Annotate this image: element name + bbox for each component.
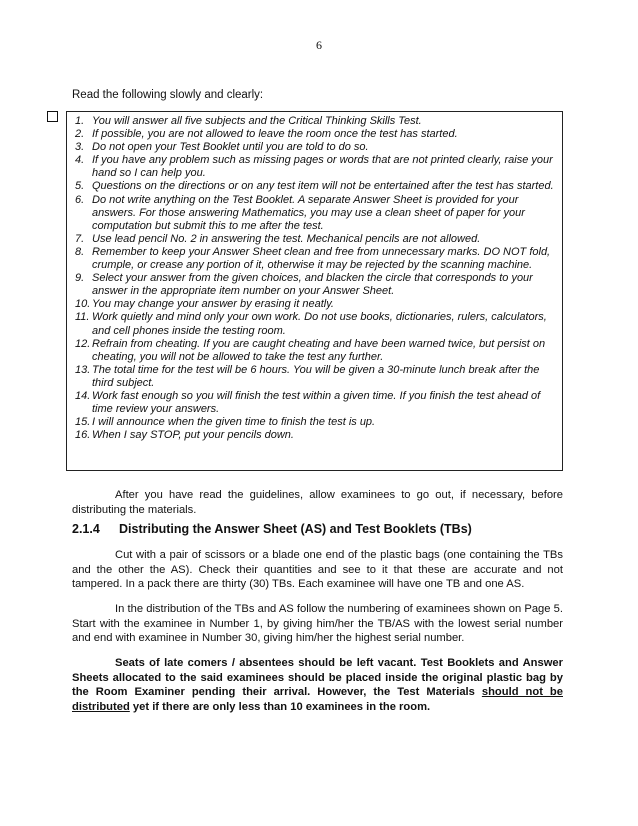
rules-box xyxy=(66,111,563,471)
rule-item xyxy=(75,338,562,364)
rule-item xyxy=(75,416,562,429)
rule-item xyxy=(75,115,562,128)
rule-number: 15. xyxy=(75,416,91,429)
rule-number: 11. xyxy=(75,311,90,324)
rule-number: 1. xyxy=(75,115,85,127)
rule-text: Work fast enough so you will finish the test within a given time. If you finish the test ahead of time review your answers. xyxy=(92,389,541,416)
rule-text: Select your answer from the given choices, and blacken the circle that corresponds to your answer in the appropriate item number on your Answer Sheet. xyxy=(92,272,533,298)
rule-text: Do not write anything on the Test Booklet. A separate Answer Sheet is provided for your answers. For those answering Mathematics, you may use a clean sheet of paper for your computation but submit this to me after the test. xyxy=(92,193,525,232)
rule-text: Do not open your Test Booklet until you are told to do so. xyxy=(92,141,369,154)
section-title: Distributing the Answer Sheet (AS) and Test Booklets (TBs) xyxy=(119,522,472,536)
rule-number: 8. xyxy=(75,245,85,258)
rule-number: 14. xyxy=(75,389,91,402)
rule-item xyxy=(75,246,562,272)
section-number: 2.1.4 xyxy=(72,522,100,536)
section-heading xyxy=(72,522,472,536)
intro-text: Read the following slowly and clearly: xyxy=(72,89,264,101)
rule-item xyxy=(75,194,562,233)
rule-text: Refrain from cheating. If you are caught cheating and have been warned twice, but persist on cheating, you will not be allowed to take the test any further. xyxy=(92,337,546,363)
rule-text: If possible, you are not allowed to leave the room once the test has started. xyxy=(92,128,458,141)
paragraph-late-comers xyxy=(72,656,563,714)
checkbox[interactable] xyxy=(47,111,58,122)
rule-number: 5. xyxy=(75,180,85,193)
rule-item xyxy=(75,429,562,442)
rule-item xyxy=(75,298,562,311)
late-comers-underlined: should not be distributed xyxy=(72,686,563,713)
rule-number: 10. xyxy=(75,298,91,311)
rule-number: 3. xyxy=(75,141,85,154)
rule-number: 12. xyxy=(75,337,91,350)
rule-text: Remember to keep your Answer Sheet clean and free from unnecessary marks. DO NOT fold, crumple, or crease any portion of it, otherwise it may be rejected by the scanning machine. xyxy=(92,245,551,272)
rule-text: If you have any problem such as missing pages or words that are not printed clearly, raise your hand so I can help you. xyxy=(92,154,553,180)
rule-item xyxy=(75,364,562,390)
rule-item xyxy=(75,128,562,141)
rule-number: 4. xyxy=(75,154,85,167)
rule-item xyxy=(75,154,562,180)
late-comers-text-2: yet if there are only less than 10 examinees in the room. xyxy=(129,700,431,713)
rule-number: 7. xyxy=(75,232,85,245)
rule-text: You will answer all five subjects and the Critical Thinking Skills Test. xyxy=(92,115,422,127)
rule-text: When I say STOP, put your pencils down. xyxy=(92,429,294,442)
paragraph-distribution: In the distribution of the TBs and AS follow the numbering of examinees shown on Page 5. Start with the examinee in Number 1, by giving him/her the TB/AS with the lowest serial number and end with examinee in Number 30, giving him/her the highest serial number. xyxy=(72,603,563,644)
rule-number: 9. xyxy=(75,272,85,285)
rule-number: 2. xyxy=(75,128,85,141)
page-number: 6 xyxy=(316,38,322,52)
rule-text: I will announce when the given time to finish the test is up. xyxy=(92,416,376,429)
rule-number: 6. xyxy=(75,193,85,206)
rule-text: Questions on the directions or on any test item will not be entertained after the test has started. xyxy=(92,180,554,193)
rule-item xyxy=(75,272,562,298)
late-comers-text-1: Seats of late comers / absentees should be left vacant. Test Booklets and Answer Sheets allocated to the said examinees should be placed inside the original plastic bag by the Room Examiner pending their arrival. However, the Test Materials xyxy=(72,657,563,698)
rule-item xyxy=(75,311,562,337)
rule-item xyxy=(75,390,562,416)
rule-text: Work quietly and mind only your own work. Do not use books, dictionaries, rulers, calculators, and cell phones inside the testing room. xyxy=(92,311,547,337)
guidelines-text: After you have read the guidelines, allow examinees to go out, if necessary, before distributing the materials. xyxy=(72,489,563,516)
rule-item xyxy=(75,233,562,246)
rule-number: 16. xyxy=(75,429,91,442)
rules-list xyxy=(75,115,562,442)
rule-text: Use lead pencil No. 2 in answering the test. Mechanical pencils are not allowed. xyxy=(92,232,481,245)
rule-number: 13. xyxy=(75,363,91,376)
rule-text: The total time for the test will be 6 hours. You will be given a 30-minute lunch break after the third subject. xyxy=(92,363,540,389)
rule-text: You may change your answer by erasing it neatly. xyxy=(92,298,334,311)
paragraph-cutting: Cut with a pair of scissors or a blade one end of the plastic bags (one containing the TBs and the other the AS). Check their quantities and see to it that these are accurate and not tampered. In a pack there are thirty (30) TBs. Each examinee will have one TB and one AS. xyxy=(72,549,563,590)
rule-item xyxy=(75,141,562,154)
rule-item xyxy=(75,180,562,193)
